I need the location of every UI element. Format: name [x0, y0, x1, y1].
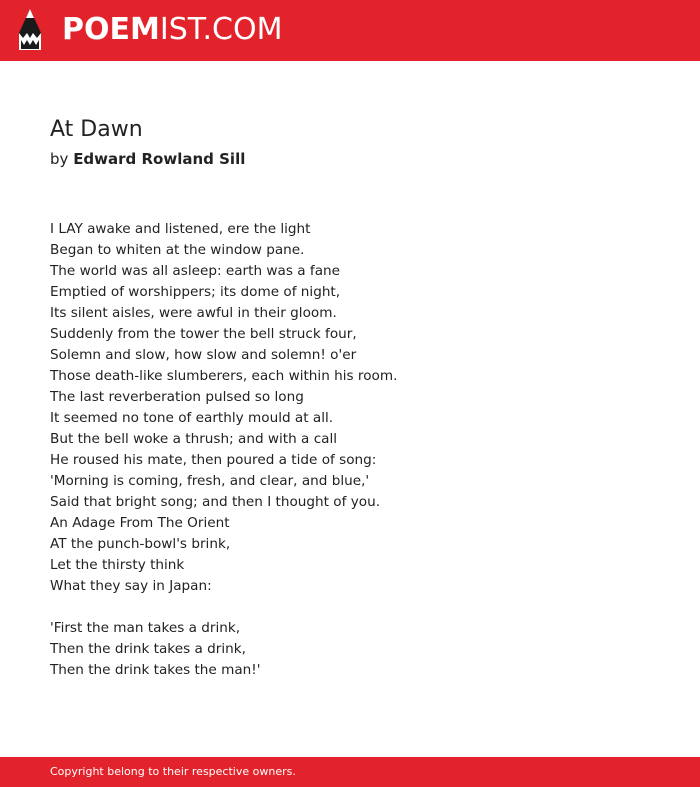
copyright-notice: Copyright belong to their respective owners.	[50, 765, 296, 778]
brand-name-light: IST.COM	[159, 12, 283, 47]
poem-line: Began to whiten at the window pane.	[50, 242, 305, 258]
poem-line: The world was all asleep: earth was a fane	[50, 263, 341, 279]
site-logo[interactable]	[62, 13, 282, 47]
poem-line: I LAY awake and listened, ere the light	[50, 221, 311, 237]
poem-line: Its silent aisles, were awful in their gloom.	[50, 305, 337, 321]
pencil-tip-icon[interactable]	[17, 9, 43, 51]
poem-line: What they say in Japan:	[50, 578, 212, 594]
poem-line: The last reverberation pulsed so long	[50, 389, 304, 405]
poem-line: AT the punch-bowl's brink,	[50, 536, 231, 552]
poem-body	[50, 219, 397, 681]
poem-line: Suddenly from the tower the bell struck four,	[50, 326, 357, 342]
site-header	[0, 0, 700, 61]
poem-line: It seemed no tone of earthly mould at all.	[50, 410, 334, 426]
poem-title: At Dawn	[50, 117, 143, 142]
poem-line: Then the drink takes a drink,	[50, 641, 246, 657]
poem-line: Those death-like slumberers, each within his room.	[50, 368, 398, 384]
poem-line: Then the drink takes the man!'	[50, 662, 261, 678]
poem-line: Let the thirsty think	[50, 557, 185, 573]
poem-line: He roused his mate, then poured a tide of song:	[50, 452, 377, 468]
stanza-break	[50, 597, 397, 618]
poem-line: But the bell woke a thrush; and with a call	[50, 431, 338, 447]
poem-author: Edward Rowland Sill	[73, 150, 246, 168]
brand-name-bold: POEM	[62, 12, 160, 47]
poem-line: An Adage From The Orient	[50, 515, 230, 531]
poem-line: Solemn and slow, how slow and solemn! o'er	[50, 347, 357, 363]
site-footer	[0, 757, 700, 787]
poem-line: 'First the man takes a drink,	[50, 620, 241, 636]
byline	[50, 149, 245, 169]
poem-line: Emptied of worshippers; its dome of night,	[50, 284, 341, 300]
poem-line: 'Morning is coming, fresh, and clear, and blue,'	[50, 473, 370, 489]
poem-line: Said that bright song; and then I thought of you.	[50, 494, 381, 510]
by-label: by	[50, 150, 69, 168]
